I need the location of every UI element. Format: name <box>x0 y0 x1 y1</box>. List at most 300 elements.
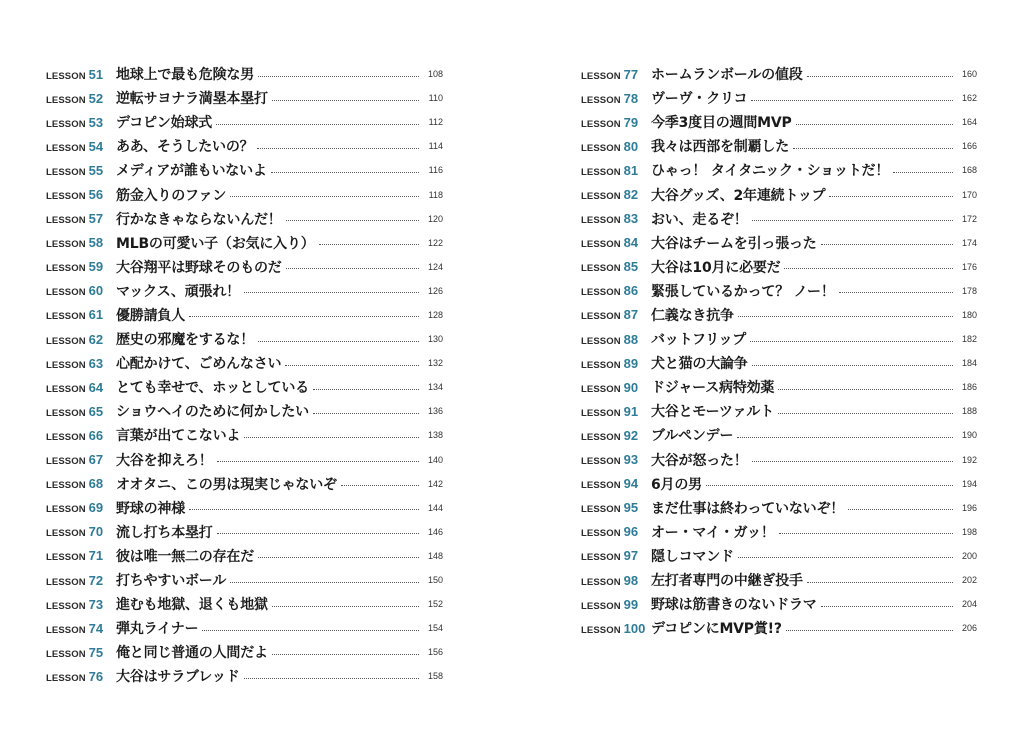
lesson-tag <box>581 452 651 467</box>
toc-entry-lesson-52[interactable] <box>46 86 443 110</box>
lesson-title: 我々は西部を制覇した <box>651 139 789 156</box>
toc-entry-lesson-75[interactable] <box>46 640 443 664</box>
page-number: 146 <box>427 526 443 537</box>
page-number: 176 <box>961 261 977 272</box>
lesson-number: 93 <box>623 452 639 468</box>
page-number: 182 <box>961 334 977 345</box>
dot-leader <box>313 413 419 414</box>
lesson-label: LESSON <box>46 504 86 516</box>
page-number: 170 <box>961 189 977 200</box>
lesson-number: 98 <box>623 572 639 588</box>
page-number: 120 <box>427 213 443 224</box>
toc-entry-lesson-97[interactable] <box>581 544 977 568</box>
page-number: 118 <box>428 189 443 200</box>
toc-entry-lesson-76[interactable] <box>46 664 443 688</box>
lesson-label: LESSON <box>46 648 86 660</box>
lesson-title: 心配かけて、ごめんなさい <box>116 356 282 373</box>
toc-entry-lesson-96[interactable] <box>581 520 977 544</box>
toc-entry-lesson-74[interactable] <box>46 616 443 640</box>
lesson-label: LESSON <box>46 431 86 443</box>
lesson-number: 80 <box>623 138 639 154</box>
lesson-tag <box>581 67 651 82</box>
lesson-tag <box>46 524 116 539</box>
lesson-title: デコピン始球式 <box>116 115 213 132</box>
lesson-tag <box>581 283 651 298</box>
lesson-title: 隠しコマンド <box>651 548 734 565</box>
lesson-title: 歴史の邪魔をするな！ <box>116 332 254 349</box>
lesson-label: LESSON <box>581 552 621 564</box>
lesson-label: LESSON <box>46 263 86 275</box>
toc-entry-lesson-83[interactable] <box>581 207 977 231</box>
lesson-label: LESSON <box>46 70 86 82</box>
toc-entry-lesson-62[interactable] <box>46 327 443 351</box>
lesson-title: 野球は筋書きのないドラマ <box>651 597 817 614</box>
lesson-tag <box>46 621 116 636</box>
toc-entry-lesson-69[interactable] <box>46 496 443 520</box>
lesson-title: 言葉が出てこないよ <box>116 428 241 445</box>
lesson-number: 73 <box>88 596 104 612</box>
lesson-title: 大谷はサラブレッド <box>116 669 240 686</box>
lesson-title: 俺と同じ普通の人間だよ <box>116 645 268 662</box>
lesson-tag <box>46 452 116 467</box>
toc-entry-lesson-54[interactable] <box>46 134 443 158</box>
lesson-label: LESSON <box>581 359 621 371</box>
lesson-title: メディアが誰もいないよ <box>116 163 267 180</box>
lesson-number: 59 <box>88 259 104 275</box>
lesson-title: 大谷とモーツァルト <box>651 404 774 421</box>
lesson-title: 大谷を抑えろ！ <box>116 452 213 469</box>
lesson-tag <box>46 356 116 371</box>
dot-leader <box>829 196 953 197</box>
page-number: 160 <box>961 69 977 80</box>
page-number: 164 <box>961 117 977 128</box>
lesson-tag <box>581 404 651 419</box>
lesson-tag <box>581 597 651 612</box>
dot-leader <box>286 220 419 221</box>
dot-leader <box>778 413 953 414</box>
toc-entry-lesson-92[interactable] <box>581 423 977 447</box>
lesson-title: 流し打ち本塁打 <box>116 524 213 541</box>
dot-leader <box>752 365 953 366</box>
toc-entry-lesson-51[interactable] <box>46 62 443 86</box>
toc-entry-lesson-70[interactable] <box>46 520 443 544</box>
lesson-number: 82 <box>623 187 639 203</box>
lesson-title: ドジャース病特効薬 <box>651 380 775 397</box>
lesson-label: LESSON <box>46 528 86 540</box>
lesson-label: LESSON <box>581 480 621 492</box>
toc-entry-lesson-55[interactable] <box>46 158 443 182</box>
toc-entry-lesson-94[interactable] <box>581 472 977 496</box>
toc-entry-lesson-88[interactable] <box>581 327 977 351</box>
page-number: 148 <box>427 550 443 561</box>
dot-leader <box>779 533 953 534</box>
page-number: 134 <box>427 382 443 393</box>
toc-entry-lesson-65[interactable] <box>46 399 443 423</box>
page-number: 108 <box>427 69 443 80</box>
page-number: 172 <box>961 213 977 224</box>
lesson-label: LESSON <box>46 215 86 227</box>
lesson-label: LESSON <box>581 504 621 516</box>
lesson-title: 今季3度目の週間MVP <box>651 115 792 132</box>
toc-entry-lesson-60[interactable] <box>46 279 443 303</box>
dot-leader <box>258 76 419 77</box>
lesson-label: LESSON <box>46 407 86 419</box>
page-number: 184 <box>961 358 977 369</box>
lesson-label: LESSON <box>46 383 86 395</box>
toc-entry-lesson-100[interactable] <box>581 616 977 640</box>
toc-entry-lesson-63[interactable] <box>46 351 443 375</box>
lesson-title: 犬と猫の大論争 <box>651 356 748 373</box>
lesson-label: LESSON <box>46 359 86 371</box>
dot-leader <box>737 437 953 438</box>
lesson-tag <box>581 428 651 443</box>
dot-leader <box>821 244 953 245</box>
page-number: 122 <box>427 237 443 248</box>
lesson-number: 54 <box>88 138 104 154</box>
lesson-number: 64 <box>88 379 104 395</box>
lesson-number: 63 <box>88 355 104 371</box>
lesson-tag <box>581 163 651 178</box>
dot-leader <box>738 316 953 317</box>
lesson-label: LESSON <box>46 142 86 154</box>
lesson-title: ひゃっ！ タイタニック・ショットだ！ <box>651 163 890 180</box>
lesson-number: 68 <box>88 476 104 492</box>
lesson-tag <box>46 332 116 347</box>
lesson-number: 94 <box>623 476 639 492</box>
lesson-number: 83 <box>623 211 639 227</box>
lesson-number: 86 <box>623 283 639 299</box>
lesson-label: LESSON <box>46 94 86 106</box>
toc-entry-lesson-66[interactable] <box>46 423 443 447</box>
toc-entry-lesson-77[interactable] <box>581 62 977 86</box>
lesson-tag <box>46 283 116 298</box>
page-number: 168 <box>961 165 977 176</box>
page-number: 154 <box>427 623 443 634</box>
toc-entry-lesson-81[interactable] <box>581 158 977 182</box>
page-number: 196 <box>961 502 977 513</box>
dot-leader <box>271 172 419 173</box>
dot-leader <box>189 509 419 510</box>
lesson-number: 92 <box>623 427 639 443</box>
lesson-title: 大谷グッズ、2年連続トップ <box>651 187 826 204</box>
lesson-tag <box>581 187 651 202</box>
lesson-title: 6月の男 <box>651 476 702 493</box>
lesson-tag <box>581 259 651 274</box>
lesson-number: 75 <box>88 644 104 660</box>
dot-leader <box>752 461 953 462</box>
lesson-number: 52 <box>88 90 104 106</box>
lesson-number: 91 <box>623 403 639 419</box>
lesson-number: 84 <box>623 235 639 251</box>
dot-leader <box>216 124 419 125</box>
page-number: 128 <box>427 309 443 320</box>
toc-right-column <box>581 62 977 640</box>
dot-leader <box>839 292 953 293</box>
dot-leader <box>258 341 419 342</box>
lesson-tag <box>46 669 116 684</box>
dot-leader <box>778 389 953 390</box>
dot-leader <box>189 316 419 317</box>
page-number: 138 <box>427 430 443 441</box>
lesson-tag <box>46 187 116 202</box>
lesson-tag <box>581 115 651 130</box>
lesson-label: LESSON <box>581 94 621 106</box>
page-number: 180 <box>961 309 977 320</box>
lesson-label: LESSON <box>581 576 621 588</box>
lesson-label: LESSON <box>46 480 86 492</box>
lesson-tag <box>581 548 651 563</box>
lesson-tag <box>46 404 116 419</box>
lesson-number: 76 <box>88 668 104 684</box>
lesson-number: 85 <box>623 259 639 275</box>
lesson-tag <box>581 524 651 539</box>
dot-leader <box>272 654 419 655</box>
toc-entry-lesson-82[interactable] <box>581 182 977 206</box>
lesson-label: LESSON <box>581 263 621 275</box>
toc-entry-lesson-64[interactable] <box>46 375 443 399</box>
lesson-label: LESSON <box>581 70 621 82</box>
page-number: 162 <box>961 93 977 104</box>
lesson-title: 彼は唯一無二の存在だ <box>116 548 254 565</box>
lesson-tag <box>46 476 116 491</box>
lesson-title: 地球上で最も危険な男 <box>116 67 254 84</box>
toc-entry-lesson-61[interactable] <box>46 303 443 327</box>
lesson-title: おい、走るぞ！ <box>651 211 748 228</box>
dot-leader <box>258 557 419 558</box>
lesson-tag <box>581 91 651 106</box>
page-number: 150 <box>427 575 443 586</box>
lesson-title: オオタニ、この男は現実じゃないぞ <box>116 476 337 493</box>
dot-leader <box>244 437 419 438</box>
lesson-title: ホームランボールの値段 <box>651 67 803 84</box>
lesson-label: LESSON <box>581 239 621 251</box>
toc-entry-lesson-91[interactable] <box>581 399 977 423</box>
dot-leader <box>738 557 953 558</box>
toc-entry-lesson-73[interactable] <box>46 592 443 616</box>
lesson-title: ヴーヴ・クリコ <box>651 91 748 108</box>
page-number: 144 <box>427 502 443 513</box>
dot-leader <box>285 365 419 366</box>
page-number: 124 <box>427 261 443 272</box>
lesson-label: LESSON <box>46 311 86 323</box>
lesson-tag <box>46 573 116 588</box>
dot-leader <box>784 268 953 269</box>
lesson-tag <box>46 91 116 106</box>
lesson-title: 行かなきゃならないんだ！ <box>116 211 282 228</box>
lesson-title: デコピンにMVP賞!? <box>651 621 782 638</box>
toc-entry-lesson-99[interactable] <box>581 592 977 616</box>
toc-entry-lesson-79[interactable] <box>581 110 977 134</box>
lesson-number: 88 <box>623 331 639 347</box>
lesson-title: 左打者専門の中継ぎ投手 <box>651 573 803 590</box>
lesson-label: LESSON <box>581 600 621 612</box>
lesson-tag <box>581 307 651 322</box>
dot-leader <box>752 220 953 221</box>
lesson-number: 51 <box>88 66 104 82</box>
page-number: 156 <box>427 647 443 658</box>
lesson-number: 89 <box>623 355 639 371</box>
dot-leader <box>217 461 419 462</box>
toc-entry-lesson-85[interactable] <box>581 255 977 279</box>
page-number: 114 <box>428 141 443 152</box>
lesson-title: 大谷翔平は野球そのものだ <box>116 259 282 276</box>
toc-entry-lesson-78[interactable] <box>581 86 977 110</box>
lesson-number: 58 <box>88 235 104 251</box>
lesson-tag <box>46 380 116 395</box>
page-number: 142 <box>427 478 443 489</box>
lesson-label: LESSON <box>46 118 86 130</box>
lesson-number: 67 <box>88 452 104 468</box>
lesson-label: LESSON <box>581 456 621 468</box>
lesson-title: MLBの可愛い子（お気に入り） <box>116 235 315 252</box>
toc-entry-lesson-80[interactable] <box>581 134 977 158</box>
toc-entry-lesson-98[interactable] <box>581 568 977 592</box>
lesson-number: 72 <box>88 572 104 588</box>
lesson-number: 74 <box>88 620 104 636</box>
lesson-label: LESSON <box>581 383 621 395</box>
lesson-label: LESSON <box>581 528 621 540</box>
page-number: 130 <box>427 334 443 345</box>
dot-leader <box>341 485 419 486</box>
toc-entry-lesson-95[interactable] <box>581 496 977 520</box>
dot-leader <box>750 341 953 342</box>
dot-leader <box>202 630 419 631</box>
toc-entry-lesson-86[interactable] <box>581 279 977 303</box>
lesson-number: 60 <box>88 283 104 299</box>
page-number: 188 <box>961 406 977 417</box>
page-number: 140 <box>427 454 443 465</box>
page-number: 194 <box>961 478 977 489</box>
lesson-label: LESSON <box>581 166 621 178</box>
lesson-title: バットフリップ <box>651 332 747 349</box>
lesson-tag <box>46 235 116 250</box>
toc-entry-lesson-84[interactable] <box>581 231 977 255</box>
toc-entry-lesson-58[interactable] <box>46 231 443 255</box>
lesson-number: 81 <box>623 162 639 178</box>
lesson-tag <box>581 356 651 371</box>
page-number: 202 <box>961 575 977 586</box>
lesson-tag <box>581 500 651 515</box>
lesson-number: 70 <box>88 524 104 540</box>
lesson-title: マックス、頑張れ！ <box>116 283 240 300</box>
toc-entry-lesson-67[interactable] <box>46 448 443 472</box>
lesson-tag <box>46 645 116 660</box>
lesson-label: LESSON <box>581 215 621 227</box>
dot-leader <box>230 196 419 197</box>
lesson-title: 仁義なき抗争 <box>651 307 734 324</box>
lesson-title: 大谷は10月に必要だ <box>651 259 781 276</box>
lesson-number: 62 <box>88 331 104 347</box>
dot-leader <box>751 100 953 101</box>
lesson-number: 97 <box>623 548 639 564</box>
dot-leader <box>821 606 953 607</box>
dot-leader <box>807 76 953 77</box>
lesson-label: LESSON <box>46 191 86 203</box>
lesson-tag <box>46 163 116 178</box>
page-number: 190 <box>961 430 977 441</box>
dot-leader <box>272 100 419 101</box>
page-number: 206 <box>961 623 977 634</box>
lesson-title: まだ仕事は終わっていないぞ！ <box>651 500 845 517</box>
dot-leader <box>706 485 953 486</box>
lesson-label: LESSON <box>581 191 621 203</box>
lesson-label: LESSON <box>581 287 621 299</box>
lesson-tag <box>581 211 651 226</box>
lesson-title: 大谷はチームを引っ張った <box>651 235 817 252</box>
lesson-number: 77 <box>623 66 639 82</box>
dot-leader <box>319 244 419 245</box>
lesson-tag <box>581 139 651 154</box>
lesson-label: LESSON <box>581 311 621 323</box>
dot-leader <box>796 124 953 125</box>
lesson-number: 55 <box>88 162 104 178</box>
dot-leader <box>848 509 953 510</box>
dot-leader <box>230 582 419 583</box>
lesson-number: 65 <box>88 403 104 419</box>
page-number: 116 <box>428 165 443 176</box>
lesson-label: LESSON <box>46 335 86 347</box>
page-number: 178 <box>961 285 977 296</box>
toc-entry-lesson-93[interactable] <box>581 448 977 472</box>
lesson-tag <box>581 573 651 588</box>
toc-entry-lesson-59[interactable] <box>46 255 443 279</box>
lesson-tag <box>46 67 116 82</box>
lesson-title: 優勝請負人 <box>116 307 185 324</box>
lesson-number: 61 <box>88 307 104 323</box>
lesson-number: 99 <box>623 596 639 612</box>
toc-entry-lesson-87[interactable] <box>581 303 977 327</box>
lesson-label: LESSON <box>581 142 621 154</box>
lesson-number: 71 <box>88 548 104 564</box>
toc-entry-lesson-53[interactable] <box>46 110 443 134</box>
lesson-title: とても幸せで、ホッとしている <box>116 380 309 397</box>
lesson-number: 96 <box>623 524 639 540</box>
toc-entry-lesson-72[interactable] <box>46 568 443 592</box>
toc-entry-lesson-90[interactable] <box>581 375 977 399</box>
toc-entry-lesson-89[interactable] <box>581 351 977 375</box>
lesson-label: LESSON <box>46 672 86 684</box>
lesson-title: ああ、そうしたいの？ <box>116 139 254 156</box>
lesson-title: 大谷が怒った！ <box>651 452 748 469</box>
lesson-tag <box>46 307 116 322</box>
page-number: 152 <box>427 599 443 610</box>
lesson-number: 90 <box>623 379 639 395</box>
dot-leader <box>793 148 953 149</box>
lesson-tag <box>46 548 116 563</box>
dot-leader <box>217 533 419 534</box>
page-number: 192 <box>961 454 977 465</box>
lesson-label: LESSON <box>581 624 621 636</box>
lesson-tag <box>46 115 116 130</box>
toc-entry-lesson-68[interactable] <box>46 472 443 496</box>
lesson-title: 弾丸ライナー <box>116 621 199 638</box>
lesson-label: LESSON <box>46 576 86 588</box>
toc-entry-lesson-57[interactable] <box>46 207 443 231</box>
dot-leader <box>786 630 953 631</box>
toc-entry-lesson-71[interactable] <box>46 544 443 568</box>
lesson-tag <box>46 597 116 612</box>
lesson-number: 95 <box>623 500 639 516</box>
lesson-title: 緊張しているかって？ ノー！ <box>651 283 835 300</box>
toc-entry-lesson-56[interactable] <box>46 182 443 206</box>
lesson-tag <box>46 500 116 515</box>
lesson-tag <box>46 139 116 154</box>
page-number: 186 <box>961 382 977 393</box>
lesson-tag <box>581 380 651 395</box>
lesson-label: LESSON <box>46 600 86 612</box>
lesson-tag <box>581 235 651 250</box>
page-number: 198 <box>961 526 977 537</box>
